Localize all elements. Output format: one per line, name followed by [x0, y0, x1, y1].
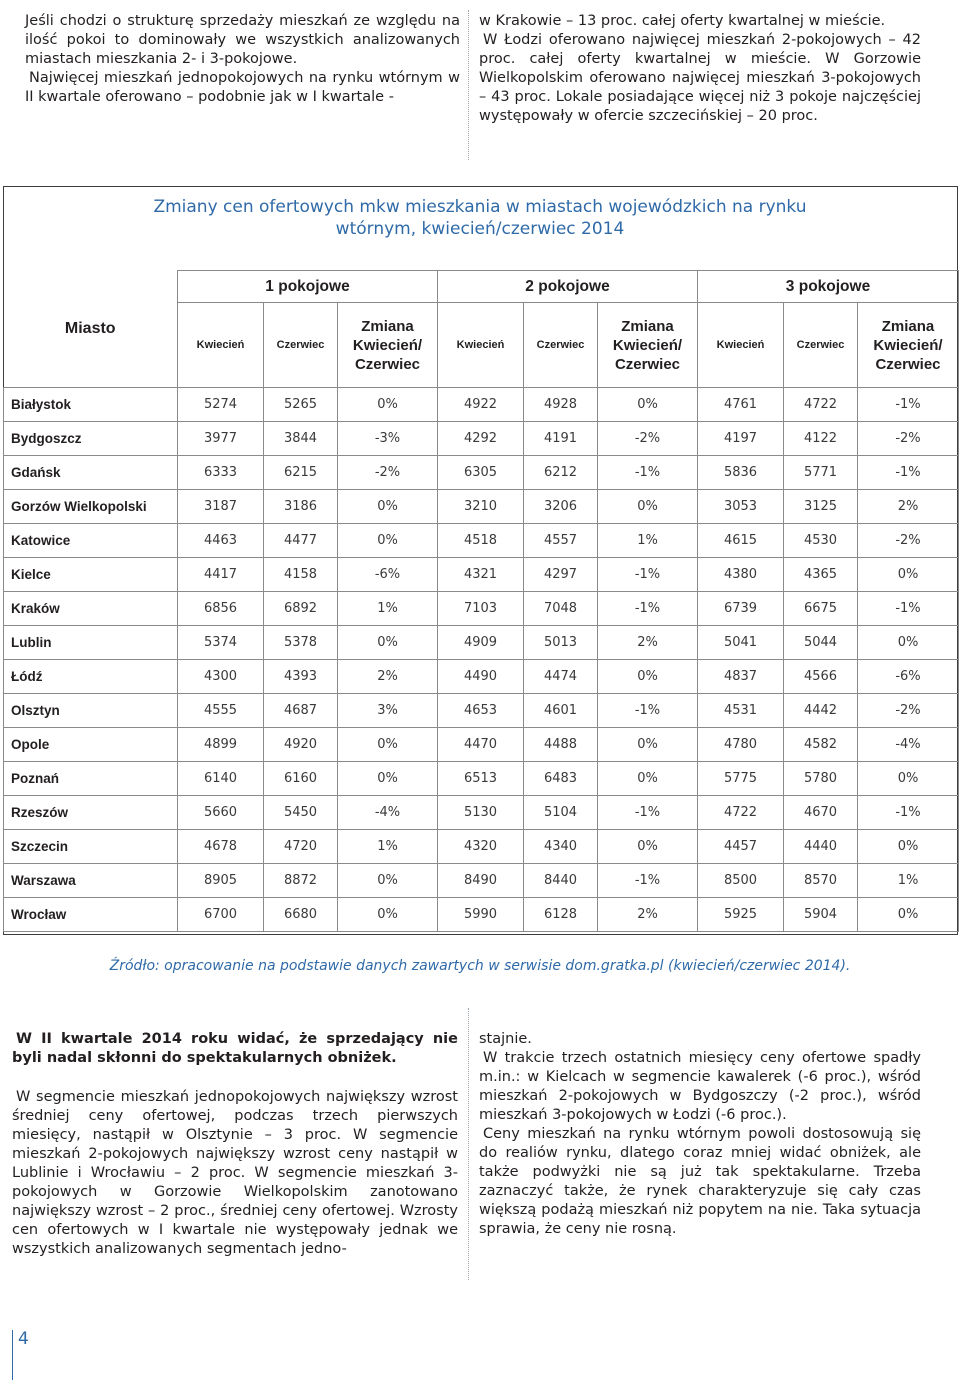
table-cell: 5660 [178, 796, 264, 830]
column-divider [468, 1008, 469, 1280]
city-name: Szczecin [4, 830, 178, 864]
table-cell: 4477 [264, 524, 338, 558]
header-april: Kwiecień [438, 303, 524, 388]
table-cell: 0% [338, 898, 438, 932]
table-cell: 5274 [178, 388, 264, 422]
city-name: Gdańsk [4, 456, 178, 490]
table-cell: 0% [858, 830, 959, 864]
table-cell: 0% [338, 728, 438, 762]
bottom-left-paragraph: W segmencie mieszkań jednopokojowych największy wzrost średniej ceny ofertowej, podczas trzech pierwszych miesięcy, nastąpił w Olsztynie – 3 proc. W segmencie mieszkań 2-pokojowych największy wzrost ceny nastąpił w Lublinie i Wrocławiu – 2 proc. W segmencie mieszkań 3-pokojowych w Gorzowie Wielkopolskim zanotowano największy wzrost – 2 proc., średniej ceny ofertowej. Wzrosty cen ofertowych w I kwartale nie występowały jednak we wszystkich analizowanych segmentach jedno- [12, 1089, 458, 1257]
table-cell: 4474 [524, 660, 598, 694]
header-city: Miasto [4, 271, 178, 388]
table-cell: 4393 [264, 660, 338, 694]
table-cell: 3125 [784, 490, 858, 524]
table-cell: 5904 [784, 898, 858, 932]
table-cell: 6739 [698, 592, 784, 626]
table-cell: 4340 [524, 830, 598, 864]
table-cell: 4780 [698, 728, 784, 762]
table-cell: -1% [598, 558, 698, 592]
header-change: Zmiana Kwiecień/ Czerwiec [598, 303, 698, 388]
table-cell: -6% [858, 660, 959, 694]
table-cell: 4566 [784, 660, 858, 694]
header-change: Zmiana Kwiecień/ Czerwiec [338, 303, 438, 388]
table-cell: 0% [338, 524, 438, 558]
table-row [4, 524, 959, 558]
table-cell: 4488 [524, 728, 598, 762]
table-cell: 6128 [524, 898, 598, 932]
table-cell: 6675 [784, 592, 858, 626]
top-right-column [479, 12, 921, 126]
table-cell: 4722 [698, 796, 784, 830]
table-cell: 4687 [264, 694, 338, 728]
table-cell: 8872 [264, 864, 338, 898]
table-cell: 0% [338, 626, 438, 660]
table-cell: 4928 [524, 388, 598, 422]
table-row [4, 490, 959, 524]
table-cell: -2% [598, 422, 698, 456]
city-name: Białystok [4, 388, 178, 422]
table-cell: 3206 [524, 490, 598, 524]
table-row [4, 660, 959, 694]
table-cell: 6680 [264, 898, 338, 932]
table-cell: 4158 [264, 558, 338, 592]
table-cell: -1% [598, 456, 698, 490]
table-cell: 8500 [698, 864, 784, 898]
table-row [4, 388, 959, 422]
table-cell: 0% [598, 762, 698, 796]
table-row [4, 456, 959, 490]
table-cell: 3186 [264, 490, 338, 524]
city-name: Opole [4, 728, 178, 762]
table-cell: 7103 [438, 592, 524, 626]
table-cell: -2% [858, 694, 959, 728]
table-cell: 0% [338, 864, 438, 898]
bottom-left-column [12, 1030, 458, 1259]
bottom-right-paragraph: stajnie. [479, 1031, 532, 1047]
table-cell: 4615 [698, 524, 784, 558]
table-title-line: wtórnym, kwiecień/czerwiec 2014 [335, 219, 625, 239]
table-cell: 4761 [698, 388, 784, 422]
table-cell: 5836 [698, 456, 784, 490]
table-cell: 4292 [438, 422, 524, 456]
table-cell: -2% [858, 422, 959, 456]
table-cell: 4320 [438, 830, 524, 864]
table-row [4, 830, 959, 864]
table-cell: -4% [858, 728, 959, 762]
bottom-right-paragraph: W trakcie trzech ostatnich miesięcy ceny ofertowe spadły m.in.: w Kielcach w segmencie kawalerek (-6 proc.), wśród mieszkań 2-pokojowych w Bydgoszczy (-2 proc.), wśród mieszkań 3-pokojowych w Łodzi (-6 proc.). [479, 1050, 921, 1123]
table-cell: 4530 [784, 524, 858, 558]
table-cell: 6483 [524, 762, 598, 796]
table-row [4, 558, 959, 592]
table-cell: 3% [338, 694, 438, 728]
header-april: Kwiecień [698, 303, 784, 388]
page-number-bar [12, 1330, 13, 1380]
table-cell: 8490 [438, 864, 524, 898]
table-cell: 3187 [178, 490, 264, 524]
table-cell: 2% [598, 626, 698, 660]
header-april: Kwiecień [178, 303, 264, 388]
table-cell: 5041 [698, 626, 784, 660]
header-group-2-room: 2 pokojowe [438, 271, 698, 303]
city-name: Katowice [4, 524, 178, 558]
table-cell: 4920 [264, 728, 338, 762]
table-cell: -1% [598, 796, 698, 830]
table-cell: 3977 [178, 422, 264, 456]
table-row [4, 762, 959, 796]
city-name: Wrocław [4, 898, 178, 932]
table-cell: 4518 [438, 524, 524, 558]
table-cell: 6333 [178, 456, 264, 490]
city-name: Rzeszów [4, 796, 178, 830]
table-cell: 4722 [784, 388, 858, 422]
table-cell: 4417 [178, 558, 264, 592]
table-cell: -4% [338, 796, 438, 830]
table-cell: 4442 [784, 694, 858, 728]
table-cell: 6212 [524, 456, 598, 490]
header-june: Czerwiec [264, 303, 338, 388]
top-left-column [25, 12, 460, 107]
table-cell: 5374 [178, 626, 264, 660]
column-divider [468, 10, 469, 160]
table-cell: 8570 [784, 864, 858, 898]
bottom-left-paragraph: W II kwartale 2014 roku widać, że sprzedający nie byli nadal skłonni do spektakularnych obniżek. [12, 1031, 458, 1066]
table-cell: -1% [598, 694, 698, 728]
table-cell: -2% [338, 456, 438, 490]
table-cell: 0% [598, 830, 698, 864]
table-cell: 5925 [698, 898, 784, 932]
header-group-3-room: 3 pokojowe [698, 271, 959, 303]
city-name: Kielce [4, 558, 178, 592]
table-row [4, 898, 959, 932]
table-cell: 5265 [264, 388, 338, 422]
table-cell: 5104 [524, 796, 598, 830]
city-name: Lublin [4, 626, 178, 660]
table-row [4, 728, 959, 762]
table-cell: 4720 [264, 830, 338, 864]
table-cell: 5013 [524, 626, 598, 660]
table-cell: 4191 [524, 422, 598, 456]
bottom-right-column [479, 1030, 921, 1239]
top-left-paragraph: Jeśli chodzi o strukturę sprzedaży mieszkań ze względu na ilość pokoi to dominowały we wszystkich analizowanych miastach mieszkania 2- i 3-pokojowe. [25, 13, 460, 67]
table-cell: 2% [338, 660, 438, 694]
table-cell: 4582 [784, 728, 858, 762]
table-cell: 5771 [784, 456, 858, 490]
table-row [4, 796, 959, 830]
table-cell: 0% [338, 490, 438, 524]
bottom-right-paragraph: Ceny mieszkań na rynku wtórnym powoli dostosowują się do realiów rynku, dlatego coraz mniej widać obniżek, ale także podwyżki nie są już tak spektakularne. Trzeba zaznaczyć także, że rynek charakteryzuje się cały czas większą podażą mieszkań niż popytem na nie. Taka sytuacja sprawia, że ceny nie rosną. [479, 1126, 921, 1237]
table-cell: 5780 [784, 762, 858, 796]
table-cell: 4678 [178, 830, 264, 864]
table-cell: 8440 [524, 864, 598, 898]
table-cell: -1% [598, 864, 698, 898]
table-cell: 4601 [524, 694, 598, 728]
table-row [4, 626, 959, 660]
table-cell: 4837 [698, 660, 784, 694]
table-cell: 4470 [438, 728, 524, 762]
top-right-paragraph: W Łodzi oferowano najwięcej mieszkań 2-pokojowych – 42 proc. całej oferty kwartalnej w mieście. W Gorzowie Wielkopolskim oferowano najwięcej mieszkań 3-pokojowych – 43 proc. Lokale posiadające więcej niż 3 pokoje najczęściej występowały w ofercie szczecińskiej – 20 proc. [479, 32, 921, 124]
header-group-1-room: 1 pokojowe [178, 271, 438, 303]
table-cell: -1% [858, 388, 959, 422]
table-cell: 6700 [178, 898, 264, 932]
table-cell: 4321 [438, 558, 524, 592]
table-row [4, 864, 959, 898]
table-cell: -6% [338, 558, 438, 592]
table-cell: 6856 [178, 592, 264, 626]
table-cell: 0% [858, 626, 959, 660]
table-cell: 0% [858, 898, 959, 932]
table-cell: 6892 [264, 592, 338, 626]
header-change: Zmiana Kwiecień/ Czerwiec [858, 303, 959, 388]
table-cell: 0% [858, 558, 959, 592]
table-cell: 5044 [784, 626, 858, 660]
page-number: 4 [18, 1329, 29, 1349]
table-cell: 4122 [784, 422, 858, 456]
table-cell: 4557 [524, 524, 598, 558]
table-row [4, 592, 959, 626]
table-cell: 4365 [784, 558, 858, 592]
table-cell: 6160 [264, 762, 338, 796]
table-cell: 2% [858, 490, 959, 524]
price-table [3, 270, 959, 932]
table-cell: -3% [338, 422, 438, 456]
table-cell: 5378 [264, 626, 338, 660]
table-cell: 4531 [698, 694, 784, 728]
table-cell: 4297 [524, 558, 598, 592]
table-cell: 6215 [264, 456, 338, 490]
table-cell: 4490 [438, 660, 524, 694]
table-cell: 1% [338, 830, 438, 864]
table-cell: -2% [858, 524, 959, 558]
city-name: Łódź [4, 660, 178, 694]
table-row [4, 694, 959, 728]
table-cell: 4440 [784, 830, 858, 864]
table-cell: 4670 [784, 796, 858, 830]
table-cell: 5450 [264, 796, 338, 830]
table-cell: 1% [598, 524, 698, 558]
table-cell: 2% [598, 898, 698, 932]
table-cell: 4463 [178, 524, 264, 558]
city-name: Kraków [4, 592, 178, 626]
header-june: Czerwiec [524, 303, 598, 388]
table-source-note: Źródło: opracowanie na podstawie danych zawartych w serwisie dom.gratka.pl (kwiecień/czerwiec 2014). [109, 958, 851, 974]
table-cell: 6305 [438, 456, 524, 490]
table-cell: 4457 [698, 830, 784, 864]
city-name: Gorzów Wielkopolski [4, 490, 178, 524]
header-june: Czerwiec [784, 303, 858, 388]
table-cell: 0% [598, 490, 698, 524]
table-cell: -1% [858, 592, 959, 626]
table-cell: 4300 [178, 660, 264, 694]
table-cell: 4653 [438, 694, 524, 728]
table-cell: 0% [598, 728, 698, 762]
city-name: Warszawa [4, 864, 178, 898]
table-cell: 0% [598, 388, 698, 422]
table-cell: 7048 [524, 592, 598, 626]
table-cell: 5130 [438, 796, 524, 830]
city-name: Olsztyn [4, 694, 178, 728]
table-title [0, 196, 960, 240]
table-cell: 3053 [698, 490, 784, 524]
table-cell: 4197 [698, 422, 784, 456]
table-row [4, 422, 959, 456]
table-cell: 8905 [178, 864, 264, 898]
table-cell: 6513 [438, 762, 524, 796]
table-cell: 0% [338, 762, 438, 796]
table-cell: 1% [338, 592, 438, 626]
table-cell: -1% [598, 592, 698, 626]
city-name: Poznań [4, 762, 178, 796]
top-right-paragraph: w Krakowie – 13 proc. całej oferty kwartalnej w mieście. [479, 13, 886, 29]
table-cell: 4909 [438, 626, 524, 660]
table-cell: -1% [858, 796, 959, 830]
table-cell: 4922 [438, 388, 524, 422]
table-cell: 6140 [178, 762, 264, 796]
table-cell: 3210 [438, 490, 524, 524]
top-left-paragraph: Najwięcej mieszkań jednopokojowych na rynku wtórnym w II kwartale oferowano – podobnie jak w I kwartale - [25, 70, 460, 105]
table-cell: 4555 [178, 694, 264, 728]
table-cell: 5775 [698, 762, 784, 796]
city-name: Bydgoszcz [4, 422, 178, 456]
table-cell: 0% [338, 388, 438, 422]
table-title-line: Zmiany cen ofertowych mkw mieszkania w miastach wojewódzkich na rynku [153, 197, 807, 217]
table-cell: 4899 [178, 728, 264, 762]
table-cell: 5990 [438, 898, 524, 932]
table-cell: -1% [858, 456, 959, 490]
table-cell: 4380 [698, 558, 784, 592]
table-cell: 0% [858, 762, 959, 796]
table-cell: 1% [858, 864, 959, 898]
table-cell: 0% [598, 660, 698, 694]
table-cell: 3844 [264, 422, 338, 456]
